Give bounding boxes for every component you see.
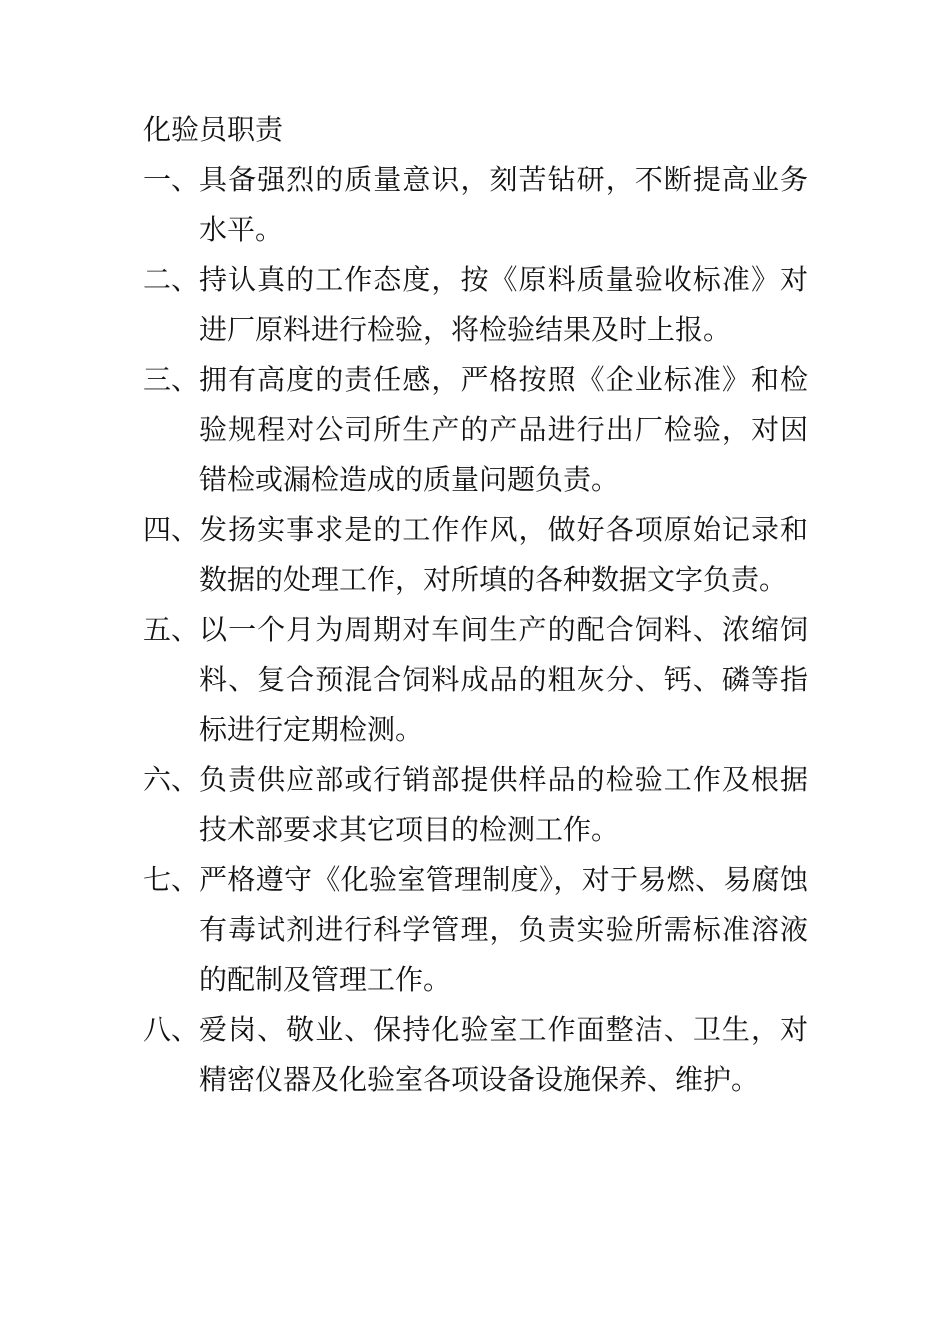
page-title: 化验员职责 xyxy=(143,113,284,146)
item-text: 发扬实事求是的工作作风，做好各项原始记录和数据的处理工作，对所填的各种数据文字负责。 xyxy=(199,513,808,596)
list-item xyxy=(143,255,808,355)
item-text: 持认真的工作态度，按《原料质量验收标准》对进厂原料进行检验，将检验结果及时上报。 xyxy=(199,263,808,346)
item-text: 严格遵守《化验室管理制度》，对于易燃、易腐蚀有毒试剂进行科学管理，负责实验所需标准溶液的配制及管理工作。 xyxy=(199,863,808,996)
list-item xyxy=(143,355,808,505)
item-number: 四、 xyxy=(143,513,200,546)
item-number: 二、 xyxy=(143,263,200,296)
item-number: 五、 xyxy=(143,613,200,646)
list-item xyxy=(143,505,808,605)
list-item xyxy=(143,1005,808,1105)
item-text: 拥有高度的责任感，严格按照《企业标准》和检验规程对公司所生产的产品进行出厂检验，对因错检或漏检造成的质量问题负责。 xyxy=(199,363,808,496)
item-text: 爱岗、敬业、保持化验室工作面整洁、卫生，对精密仪器及化验室各项设备设施保养、维护。 xyxy=(199,1013,808,1096)
item-text: 以一个月为周期对车间生产的配合饲料、浓缩饲料、复合预混合饲料成品的粗灰分、钙、磷等指标进行定期检测。 xyxy=(199,613,808,746)
list-item xyxy=(143,155,808,255)
item-number: 七、 xyxy=(143,863,200,896)
item-number: 八、 xyxy=(143,1013,200,1046)
list-item xyxy=(143,605,808,755)
item-text: 负责供应部或行销部提供样品的检验工作及根据技术部要求其它项目的检测工作。 xyxy=(199,763,808,846)
item-number: 六、 xyxy=(143,763,200,796)
list-item xyxy=(143,855,808,1005)
item-text: 具备强烈的质量意识，刻苦钻研，不断提高业务水平。 xyxy=(199,163,808,246)
item-number: 一、 xyxy=(143,163,200,196)
document-body xyxy=(143,105,808,1105)
item-number: 三、 xyxy=(143,363,200,396)
list-item xyxy=(143,755,808,855)
